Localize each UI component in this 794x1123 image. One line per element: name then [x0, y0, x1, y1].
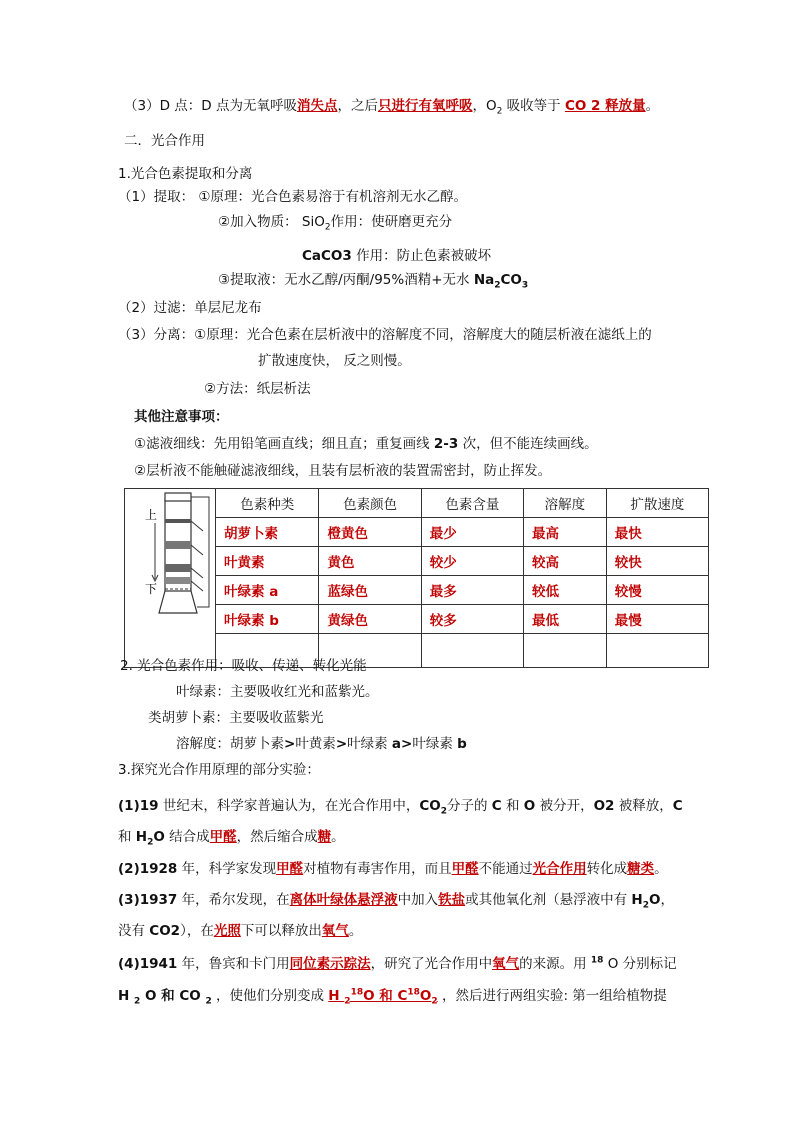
filter-step: （2）过滤：单层尼龙布: [118, 300, 262, 316]
experiment-2: (2)1928 年，科学家发现甲醛对植物有毒害作用，而且甲醛不能通过光合作用转化成糖类。: [118, 861, 668, 877]
extract-added-caco3: CaCO3 作用：防止色素被破坏: [302, 248, 492, 264]
chromatography-diagram-cell: [125, 489, 216, 668]
separation-principle: （3）分离：①原理：光合色素在层析液中的溶解度不同，溶解度大的随层析液在滤纸上的: [118, 327, 652, 343]
experiment-1-line2: 和 $H_2O$ 结合成甲醛，然后缩合成糖。: [118, 829, 345, 848]
table-header-row: [125, 489, 709, 518]
pigment-function-title: 2. 光合色素作用：吸收、传递、转化光能: [120, 658, 367, 674]
note-solvent: ②层析液不能触碰滤液细线，且装有层析液的装置需密封，防止挥发。: [134, 463, 552, 479]
separation-method: ②方法：纸层析法: [204, 381, 311, 397]
experiments-title: 3.探究光合作用原理的部分实验：: [118, 762, 320, 778]
experiment-4-line2: H $_2$ O 和 CO $_2$ ，使他们分别变成 H $_2^{18}$O 和 $C^{18}O_2$ ，然后进行两组实验: 第一组给植物提: [118, 987, 667, 1007]
header-pigment-color: 色素颜色: [319, 489, 421, 518]
table-row: 胡萝卜素 橙黄色 最少 最高 最快: [125, 518, 709, 547]
line-d-point: （3）D 点：D 点为无氧呼吸消失点，之后只进行有氧呼吸，$O_2$ 吸收等于 CO 2 释放量。: [124, 98, 660, 117]
separation-principle-cont: 扩散速度快， 反之则慢。: [258, 353, 411, 369]
header-diffusion-speed: 扩散速度: [606, 489, 708, 518]
experiment-3-line1: (3)1937 年，希尔发现，在离体叶绿体悬浮液中加入铁盐或其他氧化剂（悬浮液中有 $H_2O$，: [118, 892, 674, 911]
header-solubility: 溶解度: [523, 489, 606, 518]
table-row: 叶绿素 a 蓝绿色 最多 较低 较慢: [125, 576, 709, 605]
experiment-3-line2: 没有 CO2），在光照下可以释放出氧气。: [118, 923, 363, 939]
header-pigment-content: 色素含量: [421, 489, 523, 518]
table-row: 叶绿素 b 黄绿色 较多 最低 最慢: [125, 605, 709, 634]
table-row: 叶黄素 黄色 较少 较高 较快: [125, 547, 709, 576]
carotenoid-absorption: 类胡萝卜素：主要吸收蓝紫光: [148, 710, 324, 726]
subheading-pigment-extraction: 1.光合色素提取和分离: [118, 166, 253, 182]
diagram-label-bottom: 下: [145, 582, 158, 596]
extract-added-sio2: ②加入物质： SiO$_2$作用：使研磨更充分: [218, 214, 453, 233]
pigment-table: [124, 488, 709, 668]
section-heading-photosynthesis: 二．光合作用: [124, 133, 205, 149]
solubility-order: 溶解度：胡萝卜素>叶黄素>叶绿素 a>叶绿素 b: [176, 736, 467, 752]
notes-title: 其他注意事项：: [134, 409, 229, 425]
diagram-label-top: 上: [145, 508, 158, 522]
extract-solvent: ③提取液：无水乙醇/丙酮/95%酒精+无水 $Na_2CO_3$: [218, 272, 529, 291]
chlorophyll-absorption: 叶绿素：主要吸收红光和蓝紫光。: [176, 684, 379, 700]
extract-principle: （1）提取： ①原理：光合色素易溶于有机溶剂无水乙醇。: [118, 189, 467, 205]
header-pigment-type: 色素种类: [216, 489, 319, 518]
experiment-4-line1: (4)1941 年，鲁宾和卡门用同位素示踪法，研究了光合作用中氧气的来源。用 $^{18}$ O 分别标记: [118, 955, 677, 972]
chromatography-strip-diagram: [125, 489, 215, 647]
note-filter-line: ①滤液细线：先用铅笔画直线；细且直；重复画线 2-3 次，但不能连续画线。: [134, 436, 598, 452]
experiment-1-line1: (1)19 世纪末，科学家普遍认为，在光合作用中，$CO_2$分子的 C 和 O 被分开，O2 被释放，C: [118, 798, 683, 817]
